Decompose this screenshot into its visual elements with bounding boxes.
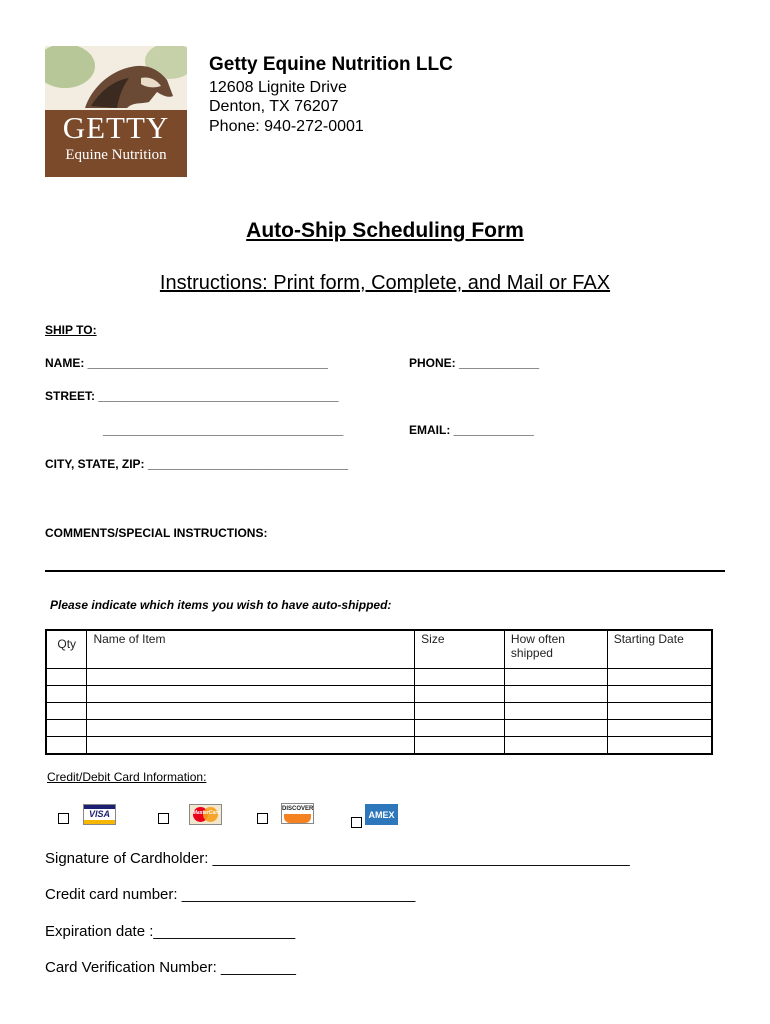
discover-checkbox[interactable] — [257, 813, 268, 824]
street-field[interactable]: STREET: ____________________________________ — [45, 389, 339, 403]
signature-field[interactable]: Signature of Cardholder: __________________________________________________ — [45, 850, 630, 867]
header-frequency: How often shipped — [504, 630, 607, 669]
table-row[interactable] — [46, 669, 712, 686]
amex-checkbox[interactable] — [351, 817, 362, 828]
items-table — [45, 629, 713, 755]
amex-card-icon: AMEX — [365, 804, 398, 825]
mastercard-checkbox[interactable] — [158, 813, 169, 824]
header-qty: Qty — [46, 630, 87, 669]
header-size: Size — [415, 630, 505, 669]
form-title: Auto-Ship Scheduling Form — [246, 219, 524, 242]
company-phone: Phone: 940-272-0001 — [209, 118, 364, 135]
phone-field[interactable]: PHONE: ____________ — [409, 356, 540, 370]
header-start-date: Starting Date — [607, 630, 712, 669]
card-info-header: Credit/Debit Card Information: — [47, 770, 207, 784]
logo-tagline: Equine Nutrition — [65, 147, 167, 163]
items-note: Please indicate which items you wish to have auto-shipped: — [50, 598, 392, 612]
table-row[interactable] — [46, 703, 712, 720]
discover-card-icon: DISCOVER — [281, 803, 314, 824]
name-field[interactable]: NAME: ____________________________________ — [45, 356, 328, 370]
table-row[interactable] — [46, 737, 712, 755]
form-instructions: Instructions: Print form, Complete, and Mail or FAX — [159, 272, 611, 294]
company-address-line-2: Denton, TX 76207 — [209, 98, 339, 115]
mastercard-icon: MasterCard — [189, 804, 222, 825]
ship-to-header: SHIP TO: — [45, 323, 97, 337]
comments-line[interactable] — [45, 570, 725, 572]
company-logo — [45, 46, 187, 177]
company-name: Getty Equine Nutrition LLC — [209, 54, 453, 75]
visa-card-icon: VISA — [83, 804, 116, 825]
table-row[interactable] — [46, 686, 712, 703]
comments-label: COMMENTS/SPECIAL INSTRUCTIONS: — [45, 526, 268, 540]
header-item-name: Name of Item — [87, 630, 415, 669]
table-row[interactable] — [46, 720, 712, 737]
card-number-field[interactable]: Credit card number: ____________________________ — [45, 886, 416, 903]
city-state-zip-field[interactable]: CITY, STATE, ZIP: ______________________________ — [45, 457, 349, 471]
expiration-date-field[interactable]: Expiration date :_________________ — [45, 923, 296, 940]
table-header-row — [46, 630, 712, 669]
company-address-line-1: 12608 Lignite Drive — [209, 79, 347, 96]
street-line-2-field[interactable]: ____________________________________ — [103, 423, 344, 437]
card-verification-field[interactable]: Card Verification Number: _________ — [45, 959, 296, 976]
visa-checkbox[interactable] — [58, 813, 69, 824]
email-field[interactable]: EMAIL: ____________ — [409, 423, 534, 437]
logo-wordmark: GETTY — [62, 110, 170, 145]
